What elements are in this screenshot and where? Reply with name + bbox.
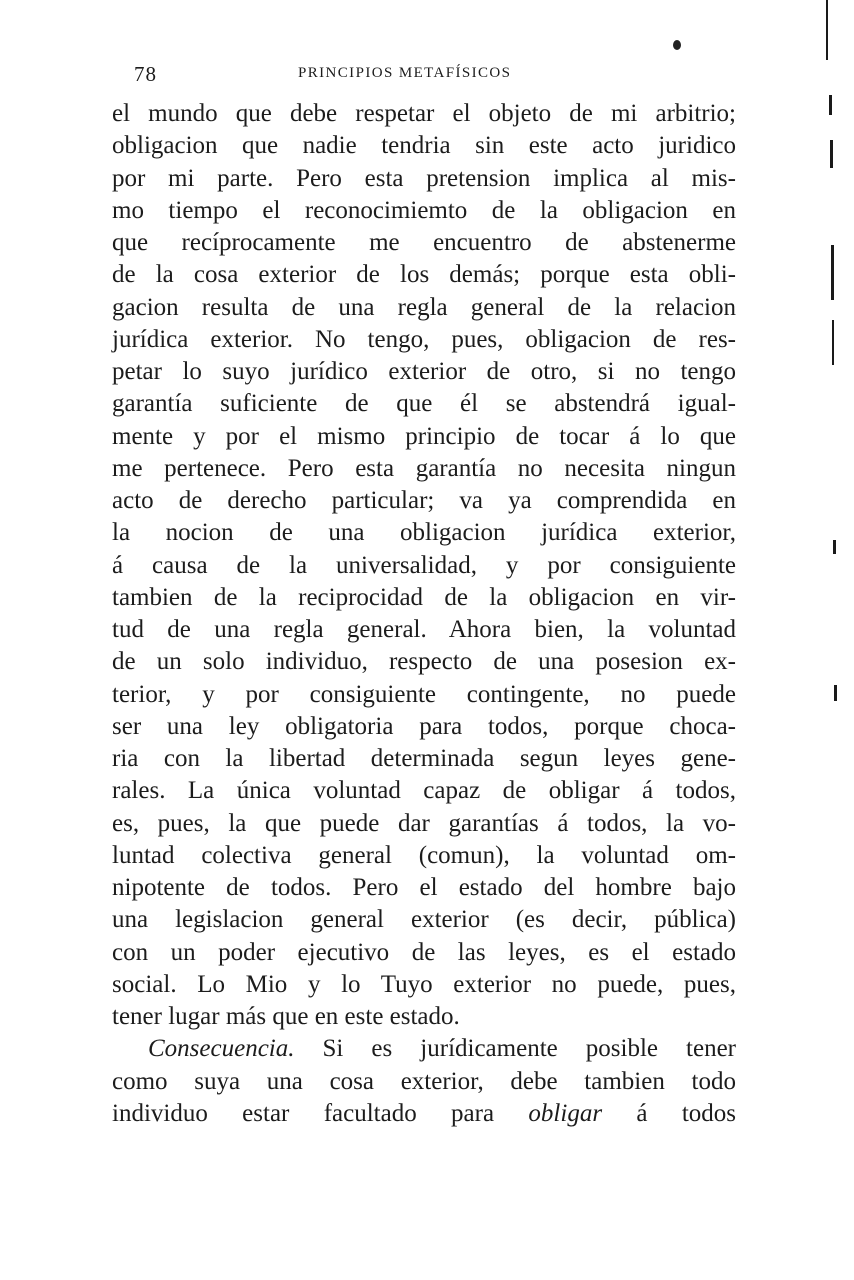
- consequence-line: [112, 1033, 736, 1065]
- page-number: 78: [134, 62, 157, 86]
- text-line: de un solo individuo, respecto de una posesion ex-: [112, 648, 736, 676]
- consequence-final-line: [112, 1098, 736, 1130]
- text-line: una legislacion general exterior (es decir, pública): [112, 906, 736, 934]
- text-line: es, pues, la que puede dar garantías á todos, la vo-: [112, 809, 736, 837]
- running-head: PRINCIPIOS METAFÍSICOS: [298, 65, 512, 81]
- page-edge-mark: [833, 540, 836, 554]
- text-line: obligacion que nadie tendria sin este acto juridico: [112, 132, 736, 160]
- text-line: que recíprocamente me encuentro de abstenerme: [112, 229, 736, 256]
- page-edge-mark: [832, 320, 834, 365]
- text-line: nipotente de todos. Pero el estado del hombre bajo: [112, 874, 736, 901]
- text-line: gacion resulta de una regla general de la relacion: [112, 293, 736, 321]
- text-line: con un poder ejecutivo de las leyes, es el estado: [112, 938, 736, 966]
- text-line: petar lo suyo jurídico exterior de otro, si no tengo: [112, 358, 736, 385]
- text-line: la nocion de una obligacion jurídica exterior,: [112, 519, 736, 547]
- text-line: garantía suficiente de que él se abstendrá igual-: [112, 390, 736, 418]
- text-line: me pertenece. Pero esta garantía no necesita ningun: [112, 454, 736, 482]
- page-edge-mark: [831, 245, 834, 300]
- emphasis-obligar: obligar: [528, 1099, 603, 1127]
- body-text: [112, 98, 736, 1130]
- text-line: ria con la libertad determinada segun leyes gene-: [112, 745, 736, 772]
- page-header: [120, 62, 730, 90]
- consequence-label: Consecuencia.: [148, 1035, 295, 1063]
- page-edge-mark: [834, 685, 837, 701]
- text-line: acto de derecho particular; va ya comprendida en: [112, 487, 736, 514]
- text-segment: á todos: [636, 1099, 737, 1127]
- text-line: social. Lo Mio y lo Tuyo exterior no puede, pues,: [112, 970, 736, 998]
- text-line: jurídica exterior. No tengo, pues, obligacion de res-: [112, 325, 736, 353]
- text-line: tener lugar más que en este estado.: [112, 1003, 460, 1030]
- text-line: el mundo que debe respetar el objeto de mi arbitrio;: [112, 100, 736, 127]
- text-line: terior, y por consiguiente contingente, no puede: [112, 680, 736, 708]
- page-edge-mark: [830, 140, 833, 168]
- page-edge-mark: [829, 95, 832, 115]
- text-line: rales. La única voluntad capaz de obligar á todos,: [112, 777, 736, 805]
- consequence-text: Si es jurídicamente posible tener: [322, 1035, 737, 1063]
- text-line: como suya una cosa exterior, debe tambien todo: [112, 1067, 736, 1095]
- text-line: á causa de la universalidad, y por consiguiente: [112, 551, 736, 579]
- text-segment: individuo estar facultado para: [112, 1099, 495, 1127]
- text-line: tud de una regla general. Ahora bien, la voluntad: [112, 616, 736, 643]
- text-line: tambien de la reciprocidad de la obligacion en vir-: [112, 583, 736, 611]
- text-line: de la cosa exterior de los demás; porque esta obli-: [112, 261, 736, 289]
- text-line: mo tiempo el reconocimiemto de la obligacion en: [112, 196, 736, 224]
- text-line: mente y por el mismo principio de tocar á lo que: [112, 422, 736, 450]
- ink-dot: [673, 40, 681, 50]
- text-line: luntad colectiva general (comun), la voluntad om-: [112, 841, 736, 869]
- page-edge-mark: [826, 0, 828, 60]
- text-line: por mi parte. Pero esta pretension implica al mis-: [112, 164, 736, 192]
- text-line: ser una ley obligatoria para todos, porque choca-: [112, 712, 736, 740]
